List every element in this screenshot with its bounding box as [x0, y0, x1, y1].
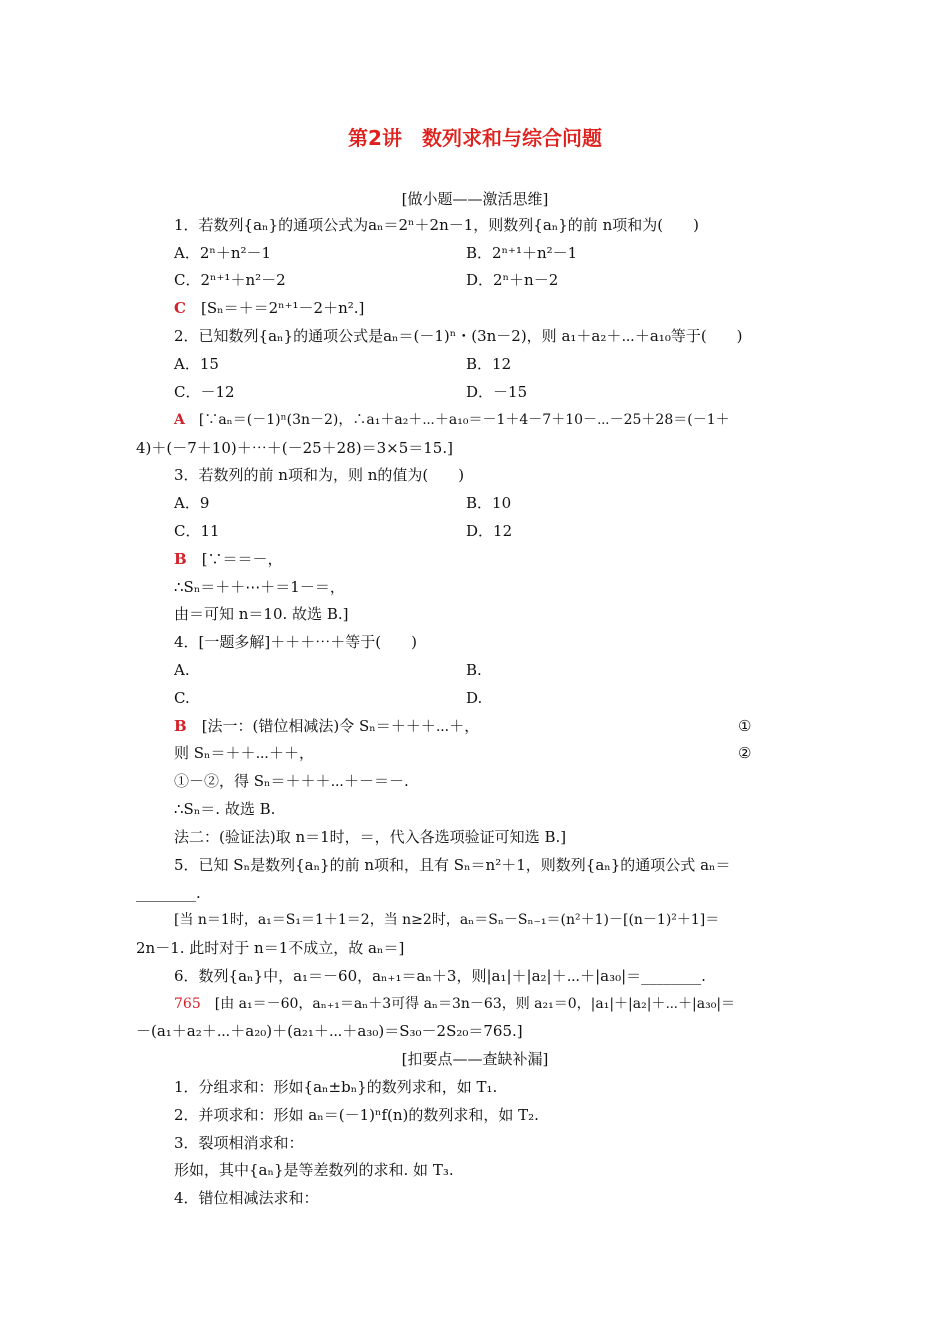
q3-solution-line3: 由＝可知 n＝10. 故选 B.] [174, 605, 349, 623]
q1-solution [174, 299, 364, 317]
q6-solution-line1: [由 a₁＝－60，aₙ₊₁＝aₙ＋3可得 aₙ＝3n－63，则 a₂₁＝0，|a₁|＋|a₂|＋⋯＋|a₃₀|＝ [214, 996, 736, 1012]
q4-solution-line5: 法二：(验证法)取 n＝1时，＝，代入各选项验证可知选 B.] [174, 828, 567, 846]
q2-solution [174, 411, 730, 429]
q3-option-c: C．11 [174, 522, 220, 540]
q2-solution-line2: 4)＋(－7＋10)＋⋯＋(－25＋28)＝3×5＝15.] [136, 439, 453, 457]
q3-option-a: A．9 [174, 494, 210, 512]
q2-option-d: D．－15 [466, 383, 528, 401]
q4-option-d: D. [466, 689, 483, 707]
q5-solution-line2: 2n－1. 此时对于 n＝1不成立，故 aₙ＝] [136, 939, 405, 957]
q3-solution [174, 550, 283, 568]
section-heading-keypoints: [扣要点——查缺补漏] [401, 1050, 549, 1068]
question-2-stem: 2．已知数列{aₙ}的通项公式是aₙ＝(－1)ⁿ・(3n－2)，则 a₁＋a₂＋⋯＋a₁₀等于( ) [174, 327, 743, 345]
q2-option-a: A．15 [174, 355, 219, 373]
question-1-stem: 1．若数列{aₙ}的通项公式为aₙ＝2ⁿ＋2n－1，则数列{aₙ}的前 n项和为( ) [174, 216, 699, 234]
question-5-stem: 5．已知 Sₙ是数列{aₙ}的前 n项和，且有 Sₙ＝n²＋1，则数列{aₙ}的通项公式 aₙ＝ [174, 856, 731, 874]
keypoint-3-detail: 形如，其中{aₙ}是等差数列的求和. 如 T₃. [174, 1161, 454, 1179]
q1-option-b: B．2ⁿ⁺¹＋n²－1 [466, 244, 578, 262]
q1-option-d: D．2ⁿ＋n－2 [466, 271, 559, 289]
q2-option-b: B．12 [466, 355, 512, 373]
q4-solution-line3: ①－②，得 Sₙ＝＋＋＋⋯＋－＝－. [174, 772, 409, 790]
question-6-stem: 6．数列{aₙ}中，a₁＝－60，aₙ₊₁＝aₙ＋3，则|a₁|＋|a₂|＋⋯＋|a₃₀|＝________. [174, 967, 706, 985]
keypoint-3: 3．裂项相消求和： [174, 1134, 304, 1152]
keypoint-1: 1．分组求和：形如{aₙ±bₙ}的数列求和，如 T₁. [174, 1078, 498, 1096]
section-heading-warmup: [做小题——激活思维] [401, 190, 549, 208]
q2-solution-line1: [∵aₙ＝(－1)ⁿ(3n－2)，∴a₁＋a₂＋⋯＋a₁₀＝－1＋4－7＋10－⋯－25＋28＝(－1＋ [198, 412, 730, 428]
q3-solution-line2: ∴Sₙ＝＋＋⋯＋＝1－＝， [174, 578, 345, 596]
q4-solution [174, 717, 479, 735]
q6-solution [174, 995, 735, 1013]
question-4-stem: 4．[一题多解]＋＋＋⋯＋等于( ) [174, 633, 417, 651]
q1-option-a: A．2ⁿ＋n²－1 [174, 244, 272, 262]
q4-solution-line4: ∴Sₙ＝. 故选 B. [174, 800, 276, 818]
q1-option-c: C．2ⁿ⁺¹＋n²－2 [174, 271, 286, 289]
q3-answer: B [174, 550, 187, 568]
q2-option-c: C．－12 [174, 383, 235, 401]
q3-solution-line1: [∵＝＝－， [201, 550, 283, 568]
q1-answer: C [174, 299, 186, 317]
q1-solution-text: [Sₙ＝＋＝2ⁿ⁺¹－2＋n².] [200, 299, 365, 317]
q6-solution-line2: －(a₁＋a₂＋⋯＋a₂₀)＋(a₂₁＋⋯＋a₃₀)＝S₃₀－2S₂₀＝765.] [136, 1022, 523, 1040]
q4-answer: B [174, 717, 187, 735]
equation-marker-2: ② [738, 744, 752, 762]
q4-option-a: A. [174, 661, 190, 679]
q3-option-d: D．12 [466, 522, 513, 540]
q4-solution-line1: [法一：(错位相减法)令 Sₙ＝＋＋＋⋯＋， [201, 717, 480, 735]
q4-option-c: C. [174, 689, 190, 707]
q5-solution-line1: [当 n＝1时，a₁＝S₁＝1＋1＝2，当 n≥2时，aₙ＝Sₙ－Sₙ₋₁＝(n²＋1)－[(n－1)²＋1]＝ [174, 912, 720, 928]
equation-marker-1: ① [738, 717, 752, 735]
q3-option-b: B．10 [466, 494, 512, 512]
q2-answer: A [174, 412, 185, 428]
q4-solution-line2: 则 Sₙ＝＋＋⋯＋＋， [174, 744, 315, 762]
keypoint-4: 4．错位相减法求和： [174, 1189, 319, 1207]
question-3-stem: 3．若数列的前 n项和为，则 n的值为( ) [174, 466, 465, 484]
q4-option-b: B. [466, 661, 482, 679]
page-title: 第2讲 数列求和与综合问题 [348, 126, 602, 150]
keypoint-2: 2．并项求和：形如 aₙ＝(－1)ⁿf(n)的数列求和，如 T₂. [174, 1106, 539, 1124]
q6-answer: 765 [174, 996, 201, 1012]
question-5-blank: ________. [136, 884, 201, 902]
